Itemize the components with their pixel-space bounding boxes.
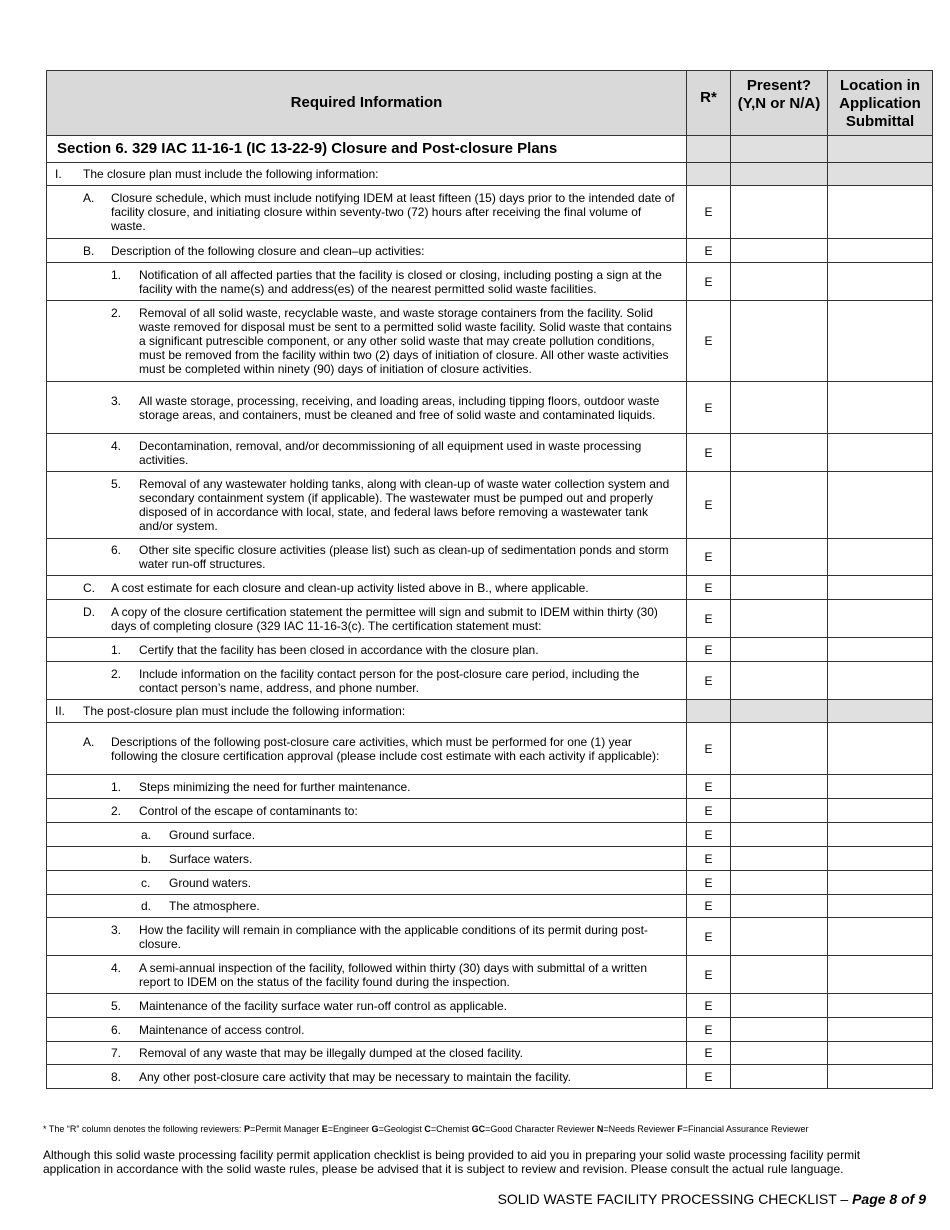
present-cell[interactable]: [731, 539, 828, 576]
item-marker: d.: [141, 899, 152, 913]
requirement-cell: [47, 472, 687, 539]
section-present-cell: [731, 136, 828, 163]
requirement-cell: [47, 600, 687, 638]
item-text: The atmosphere.: [169, 899, 260, 913]
item-marker: 8.: [111, 1069, 122, 1084]
item-marker: 6.: [111, 543, 122, 557]
table-row: [47, 1042, 933, 1065]
item-text: Maintenance of access control.: [139, 1022, 305, 1037]
present-cell[interactable]: [731, 723, 828, 775]
item-marker: 4.: [111, 960, 122, 975]
requirement-cell: [47, 163, 687, 186]
requirement-cell: [47, 775, 687, 799]
item-text: Notification of all affected parties that the facility is closed or closing, including posting a sign at the facility with the name(s) and address(es) of the nearest permitted solid waste facilities.: [139, 267, 662, 296]
page-footer: [498, 1191, 926, 1207]
present-cell[interactable]: [731, 847, 828, 871]
section-location-cell: [828, 136, 933, 163]
requirement-cell: [47, 847, 687, 871]
item-marker: A.: [83, 191, 95, 205]
reviewer-code: GC: [471, 1124, 486, 1134]
reviewer-cell: E: [687, 871, 731, 895]
location-cell[interactable]: [828, 994, 933, 1018]
reviewer-label: =Financial Assurance Reviewer: [682, 1124, 809, 1134]
location-cell[interactable]: [828, 539, 933, 576]
reviewer-cell: E: [687, 434, 731, 472]
present-cell[interactable]: [731, 576, 828, 600]
item-marker: 3.: [111, 922, 122, 937]
present-cell[interactable]: [731, 638, 828, 662]
requirement-cell: [47, 382, 687, 434]
table-row: [47, 823, 933, 847]
reviewer-cell: E: [687, 576, 731, 600]
item-marker: 5.: [111, 477, 122, 491]
location-cell[interactable]: [828, 239, 933, 263]
location-cell[interactable]: [828, 186, 933, 239]
location-cell[interactable]: [828, 600, 933, 638]
checklist-table: [46, 70, 933, 1089]
location-cell[interactable]: [828, 823, 933, 847]
section-title: Section 6. 329 IAC 11-16-1 (IC 13-22-9) Closure and Post-closure Plans: [47, 136, 687, 163]
item-text: Removal of any wastewater holding tanks, along with clean-up of waste water collection system and secondary containment system (if applicable). The wastewater must be pumped out and properly disposed of in accordance with local, state, and federal laws before removing a wastewater tank and/or system.: [139, 477, 670, 533]
section-row: [47, 136, 933, 163]
item-text: Control of the escape of contaminants to:: [139, 803, 358, 818]
item-text: Maintenance of the facility surface water run-off control as applicable.: [139, 998, 507, 1013]
table-row: [47, 576, 933, 600]
footer-title: SOLID WASTE FACILITY PROCESSING CHECKLIST –: [497, 1191, 853, 1207]
reviewer-footnote: [43, 1124, 923, 1134]
item-marker: 4.: [111, 438, 122, 453]
location-cell[interactable]: [828, 1042, 933, 1065]
reviewer-code: E: [321, 1124, 328, 1134]
reviewer-cell: E: [687, 895, 731, 918]
requirement-cell: [47, 638, 687, 662]
item-marker: 2.: [111, 306, 122, 320]
item-text: Other site specific closure activities (please list) such as clean-up of sedimentation ponds and storm water run-off structures.: [139, 543, 669, 571]
requirement-cell: [47, 301, 687, 382]
reviewer-code: G: [371, 1124, 379, 1134]
present-cell[interactable]: [731, 1018, 828, 1042]
section-r-cell: [687, 136, 731, 163]
reviewer-cell: [687, 700, 731, 723]
table-row: [47, 775, 933, 799]
item-marker: 2.: [111, 666, 122, 681]
requirement-cell: [47, 895, 687, 918]
table-row: [47, 662, 933, 700]
reviewer-cell: E: [687, 638, 731, 662]
requirement-cell: [47, 956, 687, 994]
item-marker: a.: [141, 827, 152, 842]
requirement-cell: [47, 823, 687, 847]
item-text: Removal of all solid waste, recyclable waste, and waste storage containers from the facility. Solid waste removed for disposal must be sent to a permitted solid waste facility. Solid waste that contains a significant putrescible component, or any other solid waste that may create pollution conditions, must be removed from the facility within two (2) days of initiation of closure. All other waste activities must be completed within ninety (90) days of initiation of closure activities.: [139, 306, 672, 376]
item-marker: 3.: [111, 393, 122, 408]
present-cell[interactable]: [731, 186, 828, 239]
table-row: [47, 723, 933, 775]
present-cell[interactable]: [731, 918, 828, 956]
present-cell[interactable]: [731, 823, 828, 847]
table-row: [47, 301, 933, 382]
requirement-cell: [47, 1018, 687, 1042]
table-row: [47, 239, 933, 263]
table-row: [47, 918, 933, 956]
table-row: [47, 994, 933, 1018]
page-number: Page 8 of 9: [852, 1191, 926, 1207]
location-cell[interactable]: [828, 1065, 933, 1089]
present-cell[interactable]: [731, 472, 828, 539]
item-marker: c.: [141, 875, 151, 890]
reviewer-cell: E: [687, 1018, 731, 1042]
requirement-cell: [47, 1042, 687, 1065]
table-row: [47, 186, 933, 239]
table-row: [47, 1065, 933, 1089]
item-text: The closure plan must include the following information:: [83, 167, 379, 181]
item-text: A semi-annual inspection of the facility, followed within thirty (30) days with submittal of a written report to IDEM on the status of the facility found during the inspection.: [139, 960, 648, 989]
reviewer-label: =Chemist: [430, 1124, 472, 1134]
reviewer-cell: E: [687, 263, 731, 301]
reviewer-label: =Good Character Reviewer: [485, 1124, 597, 1134]
location-cell[interactable]: [828, 638, 933, 662]
table-row: [47, 382, 933, 434]
table-row: [47, 600, 933, 638]
reviewer-cell: E: [687, 239, 731, 263]
reviewer-cell: E: [687, 994, 731, 1018]
reviewer-cell: E: [687, 823, 731, 847]
present-cell[interactable]: [731, 700, 828, 723]
table-row: [47, 434, 933, 472]
table-row: [47, 700, 933, 723]
item-text: How the facility will remain in compliance with the applicable conditions of its permit during post-closure.: [139, 922, 648, 951]
item-text: Steps minimizing the need for further maintenance.: [139, 779, 411, 794]
requirement-cell: [47, 186, 687, 239]
item-text: Description of the following closure and clean–up activities:: [111, 243, 425, 258]
location-cell[interactable]: [828, 723, 933, 775]
item-marker: 6.: [111, 1022, 122, 1037]
item-text: Ground waters.: [169, 875, 252, 890]
present-cell[interactable]: [731, 600, 828, 638]
item-marker: B.: [83, 243, 95, 258]
item-marker: II.: [55, 704, 66, 718]
item-marker: 2.: [111, 803, 122, 818]
item-text: A copy of the closure certification statement the permittee will sign and submit to IDEM within thirty (30) days of completing closure (329 IAC 11-16-3(c). The certification statement must:: [111, 604, 658, 633]
reviewer-cell: E: [687, 847, 731, 871]
reviewer-cell: E: [687, 539, 731, 576]
location-cell[interactable]: [828, 576, 933, 600]
table-row: [47, 895, 933, 918]
location-cell[interactable]: [828, 301, 933, 382]
item-text: Descriptions of the following post-closure care activities, which must be performed for one (1) year following the closure certification approval (please include cost estimate with each activity if applicable):: [111, 734, 660, 763]
location-cell[interactable]: [828, 382, 933, 434]
location-cell[interactable]: [828, 163, 933, 186]
item-text: Surface waters.: [169, 851, 253, 866]
reviewer-code: P: [243, 1124, 250, 1134]
requirement-cell: [47, 799, 687, 823]
requirement-cell: [47, 539, 687, 576]
reviewer-code: F: [677, 1124, 683, 1134]
reviewer-cell: E: [687, 775, 731, 799]
present-cell[interactable]: [731, 799, 828, 823]
item-marker: 1.: [111, 267, 122, 282]
item-marker: b.: [141, 851, 152, 866]
requirement-cell: [47, 700, 687, 723]
present-cell[interactable]: [731, 662, 828, 700]
table-row: [47, 472, 933, 539]
item-marker: 5.: [111, 998, 122, 1013]
location-cell[interactable]: [828, 472, 933, 539]
item-text: Ground surface.: [169, 827, 256, 842]
requirement-cell: [47, 723, 687, 775]
reviewer-cell: E: [687, 662, 731, 700]
reviewer-cell: E: [687, 472, 731, 539]
location-cell[interactable]: [828, 434, 933, 472]
item-text: Decontamination, removal, and/or decommissioning of all equipment used in waste processing activities.: [139, 438, 642, 467]
reviewer-cell: E: [687, 600, 731, 638]
footnote-intro: * The “R” column denotes the following reviewers:: [43, 1124, 244, 1134]
requirement-cell: [47, 918, 687, 956]
reviewer-cell: E: [687, 799, 731, 823]
table-row: [47, 539, 933, 576]
requirement-cell: [47, 1065, 687, 1089]
location-cell[interactable]: [828, 662, 933, 700]
reviewer-cell: E: [687, 301, 731, 382]
reviewer-label: =Needs Reviewer: [603, 1124, 678, 1134]
table-row: [47, 847, 933, 871]
table-row: [47, 263, 933, 301]
table-row: [47, 871, 933, 895]
present-cell[interactable]: [731, 1042, 828, 1065]
location-cell[interactable]: [828, 847, 933, 871]
table-row: [47, 1018, 933, 1042]
item-marker: 7.: [111, 1046, 122, 1060]
item-marker: 1.: [111, 642, 122, 657]
requirement-cell: [47, 576, 687, 600]
item-text: Any other post-closure care activity that may be necessary to maintain the facility.: [139, 1069, 571, 1084]
item-marker: A.: [83, 734, 95, 749]
item-marker: D.: [83, 604, 95, 619]
requirement-cell: [47, 263, 687, 301]
location-cell[interactable]: [828, 918, 933, 956]
table-row: [47, 799, 933, 823]
present-cell[interactable]: [731, 956, 828, 994]
present-cell[interactable]: [731, 163, 828, 186]
item-text: Closure schedule, which must include notifying IDEM at least fifteen (15) days prior to the intended date of facility closure, and initiating closure within seventy-two (72) hours after receiving the final volume of waste.: [111, 191, 675, 233]
requirement-cell: [47, 239, 687, 263]
table-row: [47, 638, 933, 662]
table-row: [47, 163, 933, 186]
present-cell[interactable]: [731, 871, 828, 895]
present-cell[interactable]: [731, 434, 828, 472]
item-text: All waste storage, processing, receiving, and loading areas, including tipping floors, outdoor waste storage areas, and containers, must be cleaned and free of solid waste and contaminated liquids.: [139, 393, 660, 422]
location-cell[interactable]: [828, 775, 933, 799]
item-text: The post-closure plan must include the following information:: [83, 704, 406, 718]
header-location: Location in Application Submittal: [828, 71, 933, 136]
item-text: Removal of any waste that may be illegally dumped at the closed facility.: [139, 1046, 523, 1060]
reviewer-cell: E: [687, 382, 731, 434]
reviewer-cell: E: [687, 1042, 731, 1065]
location-cell[interactable]: [828, 263, 933, 301]
present-cell[interactable]: [731, 382, 828, 434]
present-cell[interactable]: [731, 301, 828, 382]
present-cell[interactable]: [731, 775, 828, 799]
location-cell[interactable]: [828, 700, 933, 723]
item-text: Include information on the facility contact person for the post-closure care period, including the contact person’s name, address, and phone number.: [139, 666, 640, 695]
location-cell[interactable]: [828, 895, 933, 918]
item-text: A cost estimate for each closure and clean-up activity listed above in B., where applicable.: [111, 580, 589, 595]
disclaimer: Although this solid waste processing facility permit application checklist is being provided to aid you in preparing your solid waste processing facility permit application in accordance with the solid waste rules, please be advised that it is subject to review and revision. Please consult the actual rule language.: [43, 1148, 861, 1176]
present-cell[interactable]: [731, 1065, 828, 1089]
reviewer-code: C: [424, 1124, 431, 1134]
location-cell[interactable]: [828, 871, 933, 895]
reviewer-cell: E: [687, 918, 731, 956]
reviewer-cell: [687, 163, 731, 186]
item-marker: I.: [55, 167, 62, 181]
reviewer-label: =Permit Manager: [249, 1124, 322, 1134]
present-cell[interactable]: [731, 994, 828, 1018]
table-row: [47, 956, 933, 994]
header-present: Present? (Y,N or N/A): [731, 71, 828, 136]
reviewer-cell: E: [687, 956, 731, 994]
location-cell[interactable]: [828, 1018, 933, 1042]
present-cell[interactable]: [731, 263, 828, 301]
present-cell[interactable]: [731, 239, 828, 263]
reviewer-code: N: [596, 1124, 604, 1134]
requirement-cell: [47, 994, 687, 1018]
item-marker: 1.: [111, 779, 122, 794]
item-text: Certify that the facility has been closed in accordance with the closure plan.: [139, 642, 539, 657]
item-marker: C.: [83, 580, 95, 595]
reviewer-label: =Geologist: [378, 1124, 425, 1134]
reviewer-cell: E: [687, 186, 731, 239]
reviewer-cell: E: [687, 723, 731, 775]
requirement-cell: [47, 662, 687, 700]
location-cell[interactable]: [828, 956, 933, 994]
header-r: R*: [687, 71, 731, 136]
location-cell[interactable]: [828, 799, 933, 823]
reviewer-cell: E: [687, 1065, 731, 1089]
header-required-information: Required Information: [47, 71, 687, 136]
header-row: [47, 71, 933, 136]
requirement-cell: [47, 871, 687, 895]
requirement-cell: [47, 434, 687, 472]
reviewer-label: =Engineer: [327, 1124, 372, 1134]
present-cell[interactable]: [731, 895, 828, 918]
